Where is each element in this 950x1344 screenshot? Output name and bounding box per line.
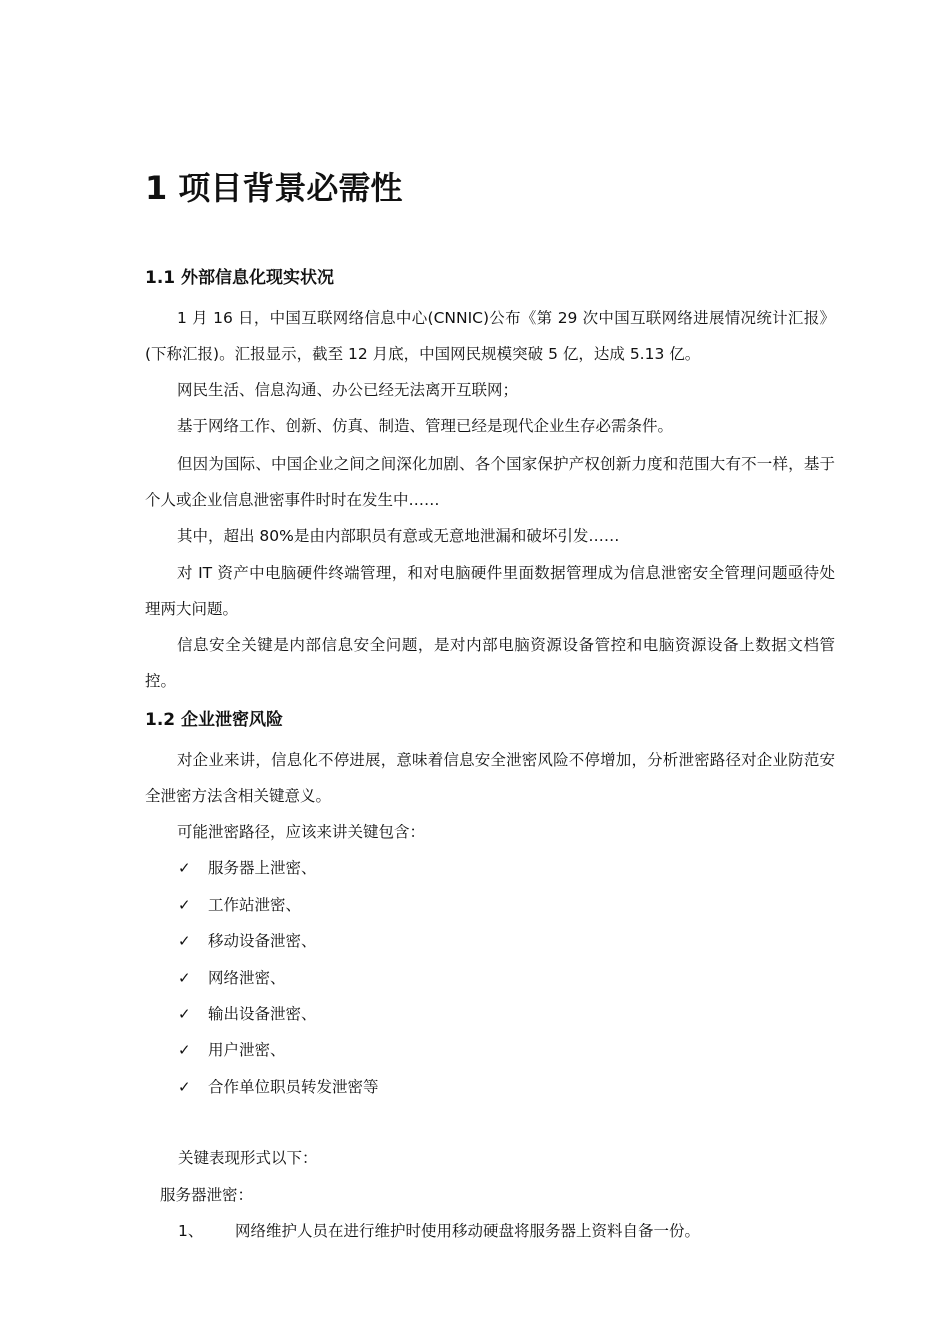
checkmark-icon: ✓ (178, 932, 191, 950)
checkmark-icon: ✓ (178, 1041, 191, 1059)
paragraph: 对 IT 资产中电脑硬件终端管理，和对电脑硬件里面数据管理成为信息泄密安全管理问题亟待处理两大问题。 (145, 564, 835, 618)
checklist-item (178, 1038, 286, 1062)
checkmark-icon: ✓ (178, 896, 191, 914)
server-leak-label: 服务器泄密： (160, 1186, 254, 1204)
checklist-item (178, 929, 317, 953)
checklist-item (178, 856, 317, 880)
paragraph: 但因为国际、中国企业之间之间深化加剧、各个国家保护产权创新力度和范围大有不一样，基于个人或企业信息泄密事件时时在发生中…… (145, 455, 835, 509)
paragraph: 1 月 16 日，中国互联网络信息中心(CNNIC)公布《第 29 次中国互联网络进展情况统计汇报》(下称汇报)。汇报显示，截至 12 月底，中国网民规模突破 5 亿，达成 5.13 亿。 (145, 309, 835, 363)
checkmark-icon: ✓ (178, 969, 191, 987)
checklist-item (178, 1002, 317, 1026)
paragraph: 信息安全关键是内部信息安全问题，是对内部电脑资源设备管控和电脑资源设备上数据文档管控。 (145, 636, 835, 690)
paragraph: 对企业来讲，信息化不停进展，意味着信息安全泄密风险不停增加，分析泄密路径对企业防范安全泄密方法含相关键意义。 (145, 751, 835, 805)
checklist-item (178, 966, 286, 990)
checklist-item-label: 服务器上泄密、 (208, 859, 317, 877)
section-heading-1-2: 1.2 企业泄密风险 (145, 710, 284, 730)
checkmark-icon: ✓ (178, 1005, 191, 1023)
numbered-item (178, 1219, 700, 1243)
item-number: 1、 (178, 1222, 204, 1240)
paragraph: 可能泄密路径，应该来讲关键包含： (177, 823, 426, 841)
checklist-item-label: 移动设备泄密、 (208, 932, 317, 950)
checklist-item-label: 合作单位职员转发泄密等 (208, 1078, 379, 1096)
page-title: 1 项目背景必需性 (145, 169, 403, 207)
checklist-item (178, 893, 301, 917)
checkmark-icon: ✓ (178, 859, 191, 877)
section-heading-1-1: 1.1 外部信息化现实状况 (145, 268, 335, 288)
paragraph: 基于网络工作、创新、仿真、制造、管理已经是现代企业生存必需条件。 (177, 417, 674, 435)
item-text: 网络维护人员在进行维护时使用移动硬盘将服务器上资料自备一份。 (235, 1222, 701, 1240)
checklist-item-label: 用户泄密、 (208, 1041, 286, 1059)
paragraph: 网民生活、信息沟通、办公已经无法离开互联网； (177, 381, 519, 399)
checklist-item-label: 工作站泄密、 (208, 896, 302, 914)
paragraph: 其中，超出 80%是由内部职员有意或无意地泄漏和破坏引发…… (177, 527, 620, 545)
checklist-item-label: 网络泄密、 (208, 969, 286, 987)
checklist-item-label: 输出设备泄密、 (208, 1005, 317, 1023)
checkmark-icon: ✓ (178, 1078, 191, 1096)
forms-intro: 关键表现形式以下： (178, 1149, 318, 1167)
checklist-item (178, 1075, 379, 1099)
